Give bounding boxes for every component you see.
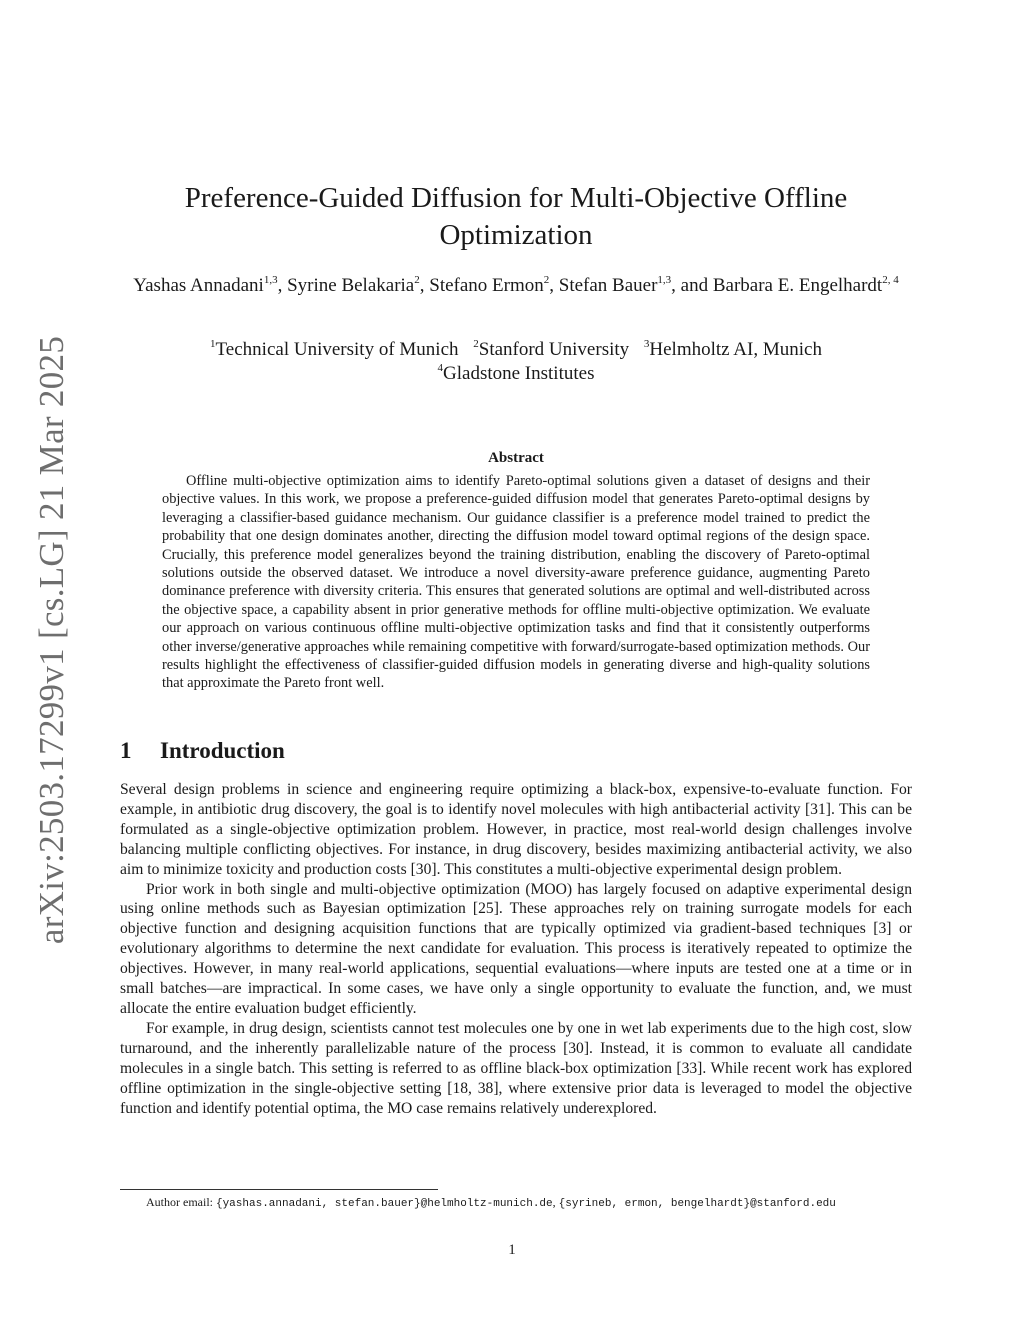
affiliation-line-1	[120, 338, 912, 362]
section-heading	[120, 738, 285, 764]
affiliation-name: Gladstone Institutes	[443, 363, 595, 384]
footnote-author-email	[146, 1195, 836, 1212]
author-affil-mark: 1,3	[657, 274, 672, 286]
affil-mark: 3	[643, 338, 650, 350]
author-affil-mark: 2	[543, 274, 550, 286]
abstract-body: Offline multi-objective optimization aims to identify Pareto-optimal solutions given a dataset of designs and their objective values. In this work, we propose a preference-guided diffusion model that generates Pareto-optimal designs by leveraging a classifier-based guidance mechanism. Our guidance classifier is a preference model trained to predict the probability that one design dominates another, directing the diffusion model toward optimal regions of the design space. Crucially, this preference model generalizes beyond the training distribution, enabling the discovery of Pareto-optimal solutions outside the observed dataset. We introduce a novel diversity-aware preference guidance, augmenting Pareto dominance preference with diversity criteria. This ensures that generated solutions are optimal and well-distributed across the objective space, a capability absent in prior generative methods for offline multi-objective optimization. We evaluate our approach on various continuous offline multi-objective optimization tasks and find that it consistently outperforms other inverse/generative approaches while remaining competitive with forward/surrogate-based optimization methods. Our results highlight the effectiveness of classifier-guided diffusion models in generating diverse and high-quality solutions that approximate the Pareto front well.	[162, 473, 870, 692]
author-name: , Stefano Ermon	[419, 275, 544, 296]
author-list	[120, 274, 912, 298]
footnote-divider	[120, 1189, 438, 1190]
author-affil-mark: 2	[414, 274, 420, 286]
email-group-2: {syrineb, ermon, bengelhardt}@stanford.edu	[558, 1198, 836, 1210]
author-name: , Syrine Belakaria	[277, 275, 415, 296]
affil-mark: 1	[210, 338, 216, 350]
affiliation-list	[120, 338, 912, 386]
author-affil-mark: 2, 4	[882, 274, 899, 286]
page-number: 1	[508, 1242, 516, 1258]
introduction-body	[120, 780, 912, 1118]
body-paragraph: Several design problems in science and engineering require optimizing a black-box, expensive-to-evaluate function. For example, in antibiotic drug discovery, the goal is to identify novel molecules with high antibacterial activity [31]. This can be formulated as a single-objective optimization problem. However, in practice, most real-world design challenges involve balancing multiple conflicting objectives. For instance, in drug discovery, besides maximizing antibacterial activity, we also aim to minimize toxicity and production costs [30]. This constitutes a multi-objective experimental design problem.	[120, 781, 912, 878]
author-affil-mark: 1,3	[263, 274, 278, 286]
affil-mark: 4	[437, 362, 444, 374]
paper-title	[120, 180, 912, 254]
title-line-1: Preference-Guided Diffusion for Multi-Objective Offline	[184, 182, 848, 214]
footnote-label: Author email:	[146, 1195, 216, 1209]
author-name: , Stefan Bauer	[549, 275, 658, 296]
affiliation-name: Stanford University	[478, 339, 630, 360]
arxiv-identifier-stamp: arXiv:2503.17299v1 [cs.LG] 21 Mar 2025	[32, 335, 71, 945]
body-paragraph: For example, in drug design, scientists cannot test molecules one by one in wet lab experiments due to the high cost, slow turnaround, and the inherently parallelizable nature of the process [30]. Instead, it is common to evaluate all candidate molecules in a single batch. This setting is referred to as offline black-box optimization [33]. While recent work has explored offline optimization in the single-objective setting [18, 38], where extensive prior data is leveraged to model the objective function and identify potential optima, the MO case remains relatively underexplored.	[120, 1019, 912, 1117]
footnote-separator: ,	[552, 1195, 559, 1209]
author-name: Yashas Annadani	[133, 275, 264, 296]
affiliation-name: Helmholtz AI, Munich	[649, 339, 822, 360]
affil-mark: 2	[473, 338, 479, 350]
body-paragraph: Prior work in both single and multi-objective optimization (MOO) has largely focused on adaptive experimental design using online methods such as Bayesian optimization [25]. These approaches rely on training surrogate models for each objective function and designing acquisition functions that are typically optimized via gradient-based techniques [3] or evolutionary algorithms to determine the next candidate for evaluation. This process is iteratively repeated to optimize the objectives. However, in many real-world applications, sequential evaluations—where inputs are tested one at a time or in small batches—are impractical. In some cases, we have only a single opportunity to evaluate the function, and, we must allocate the entire evaluation budget efficiently.	[120, 880, 912, 1017]
section-title: Introduction	[160, 738, 285, 763]
author-name: , and Barbara E. Engelhardt	[671, 275, 883, 296]
email-group-1: {yashas.annadani, stefan.bauer}@helmholtz-munich.de	[215, 1198, 553, 1210]
abstract-heading: Abstract	[488, 450, 544, 466]
affiliation-name: Technical University of Munich	[215, 339, 459, 360]
affiliation-line-2	[120, 362, 912, 386]
title-line-2: Optimization	[439, 219, 593, 251]
section-number: 1	[120, 738, 132, 763]
